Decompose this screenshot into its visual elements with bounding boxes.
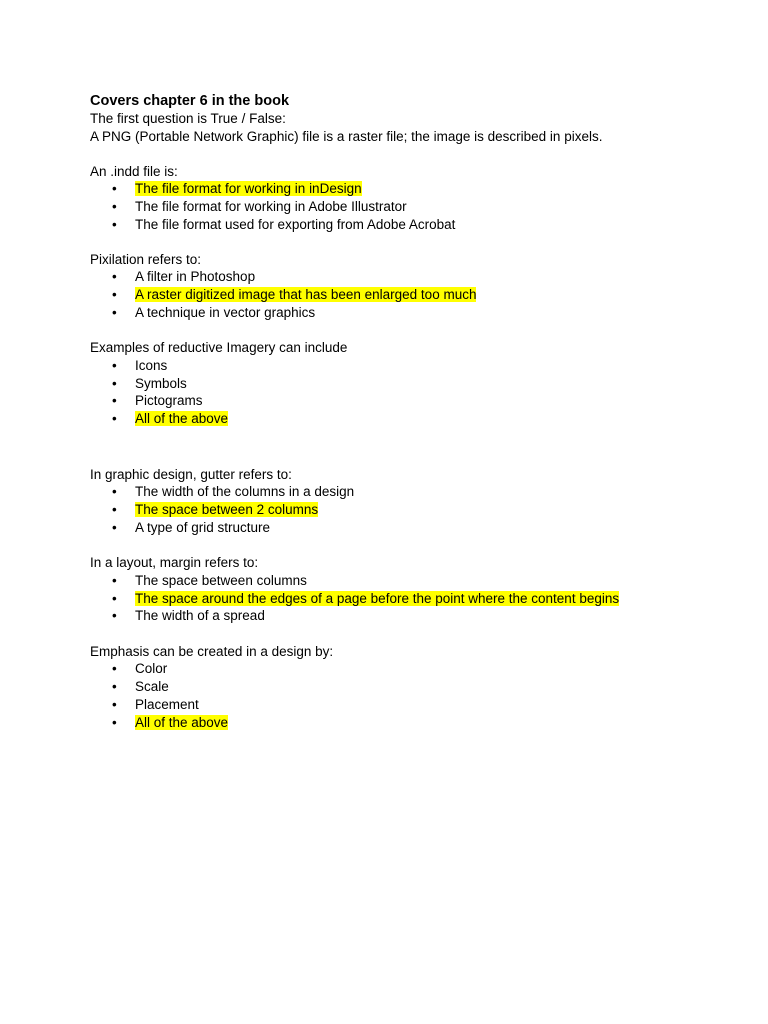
bullet-icon: • xyxy=(112,375,117,391)
option-item xyxy=(90,357,730,375)
question-block xyxy=(90,163,730,234)
bullet-icon: • xyxy=(112,714,117,730)
option-list xyxy=(90,180,730,233)
question-block xyxy=(90,643,730,732)
option-item xyxy=(90,501,730,519)
option-text: A filter in Photoshop xyxy=(135,269,256,285)
question-prompt: Pixilation refers to: xyxy=(90,251,202,267)
bullet-icon: • xyxy=(112,590,117,606)
option-list xyxy=(90,660,730,731)
highlighted-answer-text: All of the above xyxy=(135,411,229,427)
option-list xyxy=(90,357,730,428)
bullet-icon: • xyxy=(112,572,117,588)
option-item xyxy=(90,696,730,714)
option-text: Symbols xyxy=(135,375,187,391)
option-list xyxy=(90,483,730,536)
option-item xyxy=(90,572,730,590)
question-block xyxy=(90,339,730,428)
option-text: A technique in vector graphics xyxy=(135,304,316,320)
option-item xyxy=(90,180,730,198)
option-item xyxy=(90,410,730,428)
option-item xyxy=(90,392,730,410)
question-prompt: Emphasis can be created in a design by: xyxy=(90,643,334,659)
option-item xyxy=(90,216,730,234)
option-item xyxy=(90,607,730,625)
option-list xyxy=(90,572,730,625)
option-item xyxy=(90,268,730,286)
question-block xyxy=(90,554,730,625)
option-text: Icons xyxy=(135,357,168,373)
option-item xyxy=(90,286,730,304)
spacer xyxy=(90,625,730,643)
bullet-icon: • xyxy=(112,502,117,518)
bullet-icon: • xyxy=(112,608,117,624)
question-prompt: In graphic design, gutter refers to: xyxy=(90,466,292,482)
spacer xyxy=(90,322,730,340)
spacer xyxy=(90,428,730,466)
bullet-icon: • xyxy=(112,679,117,695)
highlighted-answer-text: All of the above xyxy=(135,714,229,730)
spacer xyxy=(90,537,730,555)
bullet-icon: • xyxy=(112,393,117,409)
bullet-icon: • xyxy=(112,287,117,303)
option-item xyxy=(90,198,730,216)
option-item xyxy=(90,660,730,678)
option-text: Color xyxy=(135,661,168,677)
question-prompt: In a layout, margin refers to: xyxy=(90,555,259,571)
bullet-icon: • xyxy=(112,269,117,285)
bullet-icon: • xyxy=(112,304,117,320)
highlighted-answer-text: A raster digitized image that has been enlarged too much xyxy=(135,287,477,303)
option-item xyxy=(90,483,730,501)
bullet-icon: • xyxy=(112,661,117,677)
bullet-icon: • xyxy=(112,520,117,536)
bullet-icon: • xyxy=(112,484,117,500)
document-body xyxy=(90,92,730,731)
option-text: The file format for working in Adobe Illustrator xyxy=(135,198,407,214)
option-text: The space between columns xyxy=(135,572,307,588)
spacer xyxy=(90,145,730,163)
option-item xyxy=(90,519,730,537)
question-block xyxy=(90,466,730,537)
option-item xyxy=(90,714,730,732)
bullet-icon: • xyxy=(112,411,117,427)
option-item xyxy=(90,590,730,608)
option-item xyxy=(90,678,730,696)
option-text: The width of the columns in a design xyxy=(135,484,355,500)
question-prompt: Examples of reductive Imagery can include xyxy=(90,340,348,356)
bullet-icon: • xyxy=(112,198,117,214)
question-block xyxy=(90,251,730,322)
intro-line: The first question is True / False: xyxy=(90,111,286,126)
spacer xyxy=(90,233,730,251)
highlighted-answer-text: The space around the edges of a page before the point where the content begins xyxy=(135,590,620,606)
option-text: The width of a spread xyxy=(135,608,265,624)
bullet-icon: • xyxy=(112,216,117,232)
bullet-icon: • xyxy=(112,181,117,196)
option-text: Placement xyxy=(135,696,199,712)
bullet-icon: • xyxy=(112,357,117,373)
option-list xyxy=(90,268,730,321)
option-text: Scale xyxy=(135,679,169,695)
intro-line: A PNG (Portable Network Graphic) file is a raster file; the image is described in pixels. xyxy=(90,128,603,144)
option-text: The file format used for exporting from Adobe Acrobat xyxy=(135,216,456,232)
document-title: Covers chapter 6 in the book xyxy=(90,93,290,109)
bullet-icon: • xyxy=(112,696,117,712)
question-prompt: An .indd file is: xyxy=(90,163,178,179)
option-item xyxy=(90,375,730,393)
option-item xyxy=(90,304,730,322)
option-text: Pictograms xyxy=(135,393,203,409)
highlighted-answer-text: The file format for working in inDesign xyxy=(135,181,362,196)
highlighted-answer-text: The space between 2 columns xyxy=(135,502,319,518)
option-text: A type of grid structure xyxy=(135,520,271,536)
